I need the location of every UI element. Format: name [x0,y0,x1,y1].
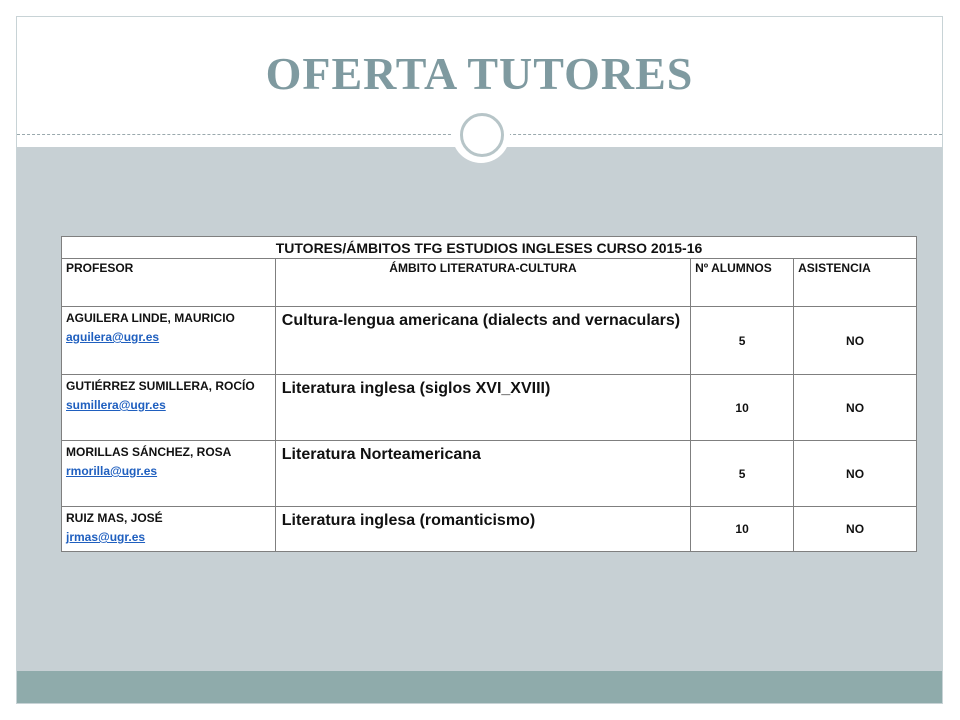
asistencia-cell: NO [794,441,917,507]
alumnos-cell: 5 [691,441,794,507]
header-asistencia: ASISTENCIA [794,259,917,307]
asistencia-cell: NO [794,307,917,375]
profesor-cell [62,441,276,507]
table-row [62,307,917,375]
asistencia-cell: NO [794,375,917,441]
table-header-row [62,259,917,307]
profesor-cell [62,375,276,441]
profesor-email-link[interactable]: rmorilla@ugr.es [66,464,158,478]
profesor-email-link[interactable]: aguilera@ugr.es [66,330,160,344]
table-row [62,375,917,441]
profesor-name: RUIZ MAS, JOSÉ [66,511,163,525]
profesor-cell [62,507,276,552]
footer-bar [17,671,942,703]
profesor-email-link[interactable]: jrmas@ugr.es [66,530,146,544]
profesor-name: AGUILERA LINDE, MAURICIO [66,311,235,325]
circle-ornament-icon [460,113,504,157]
header-alumnos: Nº ALUMNOS [691,259,794,307]
table-caption-row [62,237,917,259]
header-ambito: ÁMBITO LITERATURA-CULTURA [275,259,690,307]
ambito-cell: Literatura Norteamericana [275,441,690,507]
alumnos-cell: 10 [691,507,794,552]
ambito-cell: Cultura-lengua americana (dialects and vernaculars) [275,307,690,375]
table-row [62,507,917,552]
profesor-name: GUTIÉRREZ SUMILLERA, ROCÍO [66,379,255,393]
ambito-cell: Literatura inglesa (romanticismo) [275,507,690,552]
header-profesor: PROFESOR [62,259,276,307]
alumnos-cell: 5 [691,307,794,375]
ambito-cell: Literatura inglesa (siglos XVI_XVIII) [275,375,690,441]
profesor-email-link[interactable]: sumillera@ugr.es [66,398,166,412]
profesor-name: MORILLAS SÁNCHEZ, ROSA [66,445,232,459]
profesor-cell [62,307,276,375]
tutors-table [61,236,917,552]
table-caption: TUTORES/ÁMBITOS TFG ESTUDIOS INGLESES CURSO 2015-16 [62,237,917,259]
slide-title: OFERTA TUTORES [265,48,694,99]
alumnos-cell: 10 [691,375,794,441]
table-row [62,441,917,507]
asistencia-cell: NO [794,507,917,552]
